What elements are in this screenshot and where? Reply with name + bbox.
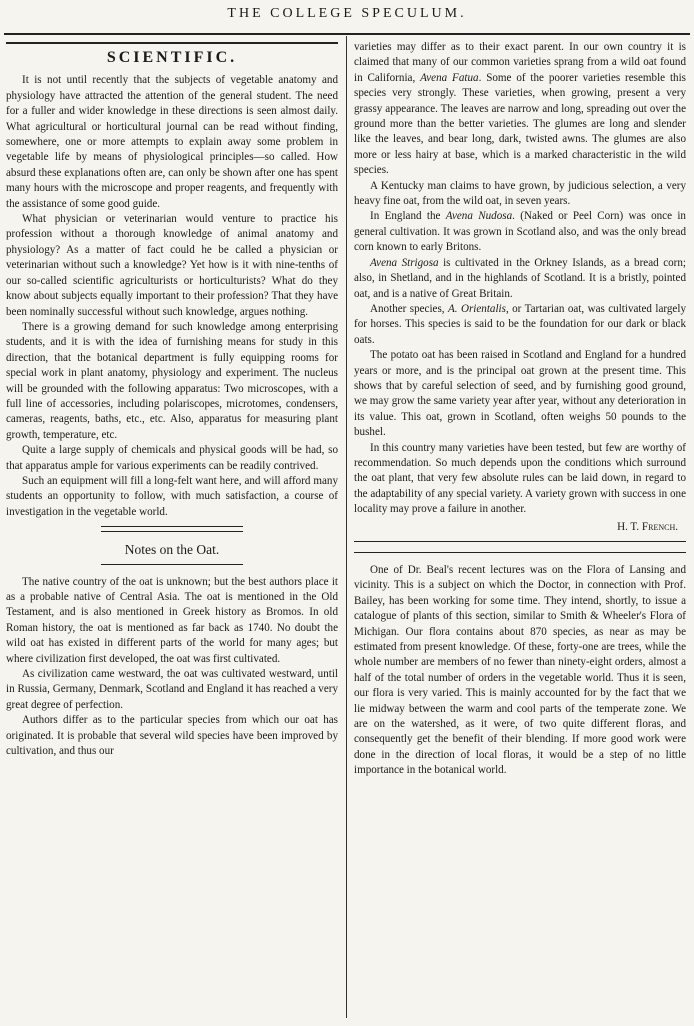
oat-paragraph-potato: The potato oat has been raised in Scotland and England for a hundred years or more, and is the principal oat grown at the present time. This shows that by careful selection of seed, and by furnishing good ground, we may grow the same variety year after year, without any deterioration in its value. This oat, grown in Scotland, often weighs 50 pounds to the bushel.	[354, 349, 686, 439]
oat-paragraph-1: The native country of the oat is unknown; but the best authors place it as a probable native of Central Asia. The oat is mentioned in the Old Testament, and is also mentioned in Greek history as Bromos. In old Roman history, the oat is mentioned as far back as 1740. No doubt the wild oat has existed in different parts of the world for many ages; but where civilization first developed, the oat was first cultivated.	[6, 575, 338, 665]
scientific-paragraph-3: There is a growing demand for such knowledge among enterprising students, and it is with the idea of furnishing means for study in this direction, that the botanical department is fully equipping rooms for special work in plant anatomy, physiology and experiment. The nucleus will be grounded with the following apparatus: Two microscopes, with a full line of accessories, including polariscopes, microtomes, condensers, cameras, reagents, baths, etc., etc. Also, apparatus for measuring plant growth, temperature, etc.	[6, 320, 338, 441]
oat-paragraph-2: As civilization came westward, the oat was cultivated westward, until in Russia, Germany, Denmark, Scotland and England it has reached a very great degree of perfection.	[6, 668, 338, 711]
oat-paragraph-kentucky: A Kentucky man claims to have grown, by judicious selection, a very heavy fine oat, from the wild oat, in seven years.	[354, 179, 686, 208]
title-underline	[101, 564, 243, 565]
section-separator	[354, 541, 686, 542]
column-divider	[346, 36, 347, 1018]
species-name: Avena Nudosa	[445, 210, 513, 223]
section-title-scientific: SCIENTIFIC.	[6, 42, 338, 65]
left-column	[6, 40, 338, 1020]
oat-text: is cultivated in the Orkney Islands, as a bread corn; also, in Shetland, and in the highlands of Scotland. It is a bristly, pointed oat, and is a native of Great Britain.	[354, 256, 686, 300]
oat-paragraph-england	[354, 209, 686, 255]
oat-text: , or Tartarian oat, was cultivated largely for horses. This species is said to be the foundation for our dark or black oats.	[354, 302, 686, 346]
scientific-paragraph-1: It is not until recently that the subjects of vegetable anatomy and physiology have attracted the attention of the general student. The need for a fuller and wider knowledge in these directions is seen almost daily. What agricultural or horticultural journal can be read without finding, somewhere, one or more attempts to explain away some problem in vegetable life by means of physiological principles—so called. How absurd these explanations often are, can only be shown after one has spent many hours with the microscope and proper reagents, and frequently with the assistance of some good guide.	[6, 74, 338, 210]
oat-paragraph-3: Authors differ as to the particular species from which our oat has originated. It is probable that several wild species have been improved by cultivation, and thus our	[6, 714, 338, 758]
oat-text: In England the	[370, 210, 446, 223]
scientific-paragraph-4: Quite a large supply of chemicals and physical goods will be had, so that apparatus ample for various experiments can be readily contrived.	[6, 444, 338, 472]
oat-paragraph-orientalis	[354, 302, 686, 348]
oat-paragraph-continued	[354, 40, 686, 179]
scientific-paragraph-2: What physician or veterinarian would venture to practice his profession without a thorough knowledge of animal anatomy and physiology? As a matter of fact could he be called a physician or veterinarian without such a knowledge? Yet how is it with nine-tenths of our so-called scientific agriculturists or horticulturists? What do they know about subjects equally important to their profession? That they have been nominally successful without such knowledge, argues nothing.	[6, 213, 338, 318]
oat-paragraph-country: In this country many varieties have been tested, but few are worthy of recommendation. So much depends upon the conditions which surround the oat plant, that very few absolute rules can be laid down, in regard to the adaptability of any special variety. A variety grown with success in one locality may prove a failure in another.	[354, 441, 686, 516]
species-name: Avena Strigosa	[370, 256, 439, 269]
running-header: THE COLLEGE SPECULUM.	[227, 6, 467, 21]
oat-text: . Some of the poorer varieties resemble this species very strongly. These varieties, when growing, present a very grassy appearance. The leaves are narrow and long, spreading out over the ground more than the better varieties. The glumes are long and slender like the leaves, and bear long, dark, twisted awns. The glumes are also more or less hairy at base, which is a marked characteristic in the wild species.	[354, 71, 686, 177]
oat-paragraph-strigosa	[354, 256, 686, 302]
header-rule	[4, 33, 690, 35]
section-separator	[354, 552, 686, 553]
right-column	[354, 40, 686, 1020]
oat-text: varieties may differ as to their exact parent. In our own country it is claimed that many of our common varieties sprang from a wild oat found in California,	[354, 41, 686, 84]
article-title-oat: Notes on the Oat.	[124, 542, 220, 558]
species-name: A. Orientalis	[447, 302, 506, 315]
author-signature: H. T. French.	[617, 520, 678, 533]
species-name: Avena Fatua	[420, 71, 479, 84]
oat-text: Another species,	[370, 302, 448, 315]
oat-text: . (Naked or Peel Corn) was once in general cultivation. It was grown in Scotland also, and was the only bread corn known to early Britons.	[354, 210, 686, 254]
flora-paragraph: One of Dr. Beal's recent lectures was on the Flora of Lansing and vicinity. This is a subject on which the Doctor, in connection with Prof. Bailey, has been working for some time. They intend, shortly, to issue a catalogue of plants of this section, similar to Smith & Wheeler's Flora of Michigan. Our flora contains about 870 species, as near as may be estimated from present knowledge. Of these, forty-one are trees, while the whole number are members of no fewer than ninety-eight orders, almost a half of the total number of orders in the vegetable world. Thus it is seen, our flora is very varied. This is mainly accounted for by the fact that we lie midway between the warm and cool parts of the temperate zone. We are on the watershed, as it were, of two quite different floras, and consequently get the benefit of their blending. If more good work were done in the direction of local floras, it would be a step of no little importance in the botanical world.	[354, 564, 686, 777]
section-separator	[101, 526, 243, 532]
scientific-paragraph-5: Such an equipment will fill a long-felt want here, and will afford many students an opportunity to follow, with much satisfaction, a course of investigation in the vegetable world.	[6, 474, 338, 518]
